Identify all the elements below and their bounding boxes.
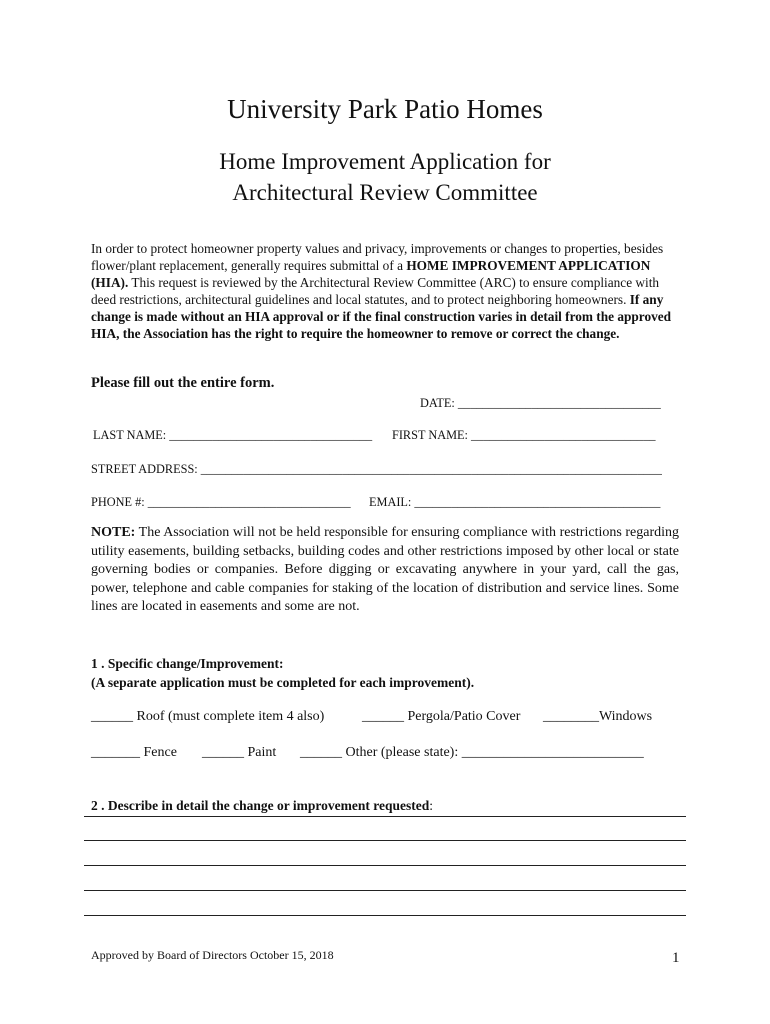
- section2-heading-text: 2 . Describe in detail the change or improvement requested: [91, 798, 430, 813]
- first-name-field[interactable]: FIRST NAME: ______________________________: [392, 428, 656, 442]
- fence-option[interactable]: _______ Fence: [91, 745, 177, 760]
- pergola-option[interactable]: ______ Pergola/Patio Cover: [362, 709, 521, 724]
- document-subtitle-line1: Home Improvement Application for: [219, 149, 551, 174]
- section1-heading: 1 . Specific change/Improvement:: [91, 656, 284, 671]
- document-title: University Park Patio Homes: [227, 94, 543, 124]
- intro-text-1: In order to protect homeowner property values and privacy, improvements or changes to properties, besides flower/plant replacement, generally requires submittal of a: [91, 241, 664, 273]
- description-line-1[interactable]: [84, 816, 686, 817]
- windows-option[interactable]: ________Windows: [543, 709, 653, 724]
- description-line-4[interactable]: [84, 890, 686, 891]
- page-number: 1: [672, 950, 680, 966]
- paint-option[interactable]: ______ Paint: [202, 745, 277, 760]
- note-text: The Association will not be held responsible for ensuring compliance with restrictions regarding utility easements, building setbacks, building codes and other restrictions imposed by other local or state governing bodies or companies. Before digging or excavating anywhere in your yard, call the gas, power, telephone and cable companies for staking of the location of distribution and service lines. Some lines are located in easements and some are not.: [91, 525, 679, 614]
- document-subtitle-line2: Architectural Review Committee: [232, 180, 538, 205]
- section1-subheading: (A separate application must be completed for each improvement).: [91, 675, 475, 690]
- description-line-3[interactable]: [84, 865, 686, 866]
- last-name-field[interactable]: LAST NAME: _________________________________: [93, 428, 373, 442]
- intro-text-2: This request is reviewed by the Architectural Review Committee (ARC) to ensure compliance with deed restrictions, architectural guidelines and local statutes, and to protect neighboring homeowners.: [91, 275, 660, 307]
- form-instruction: Please fill out the entire form.: [91, 375, 275, 391]
- phone-field[interactable]: PHONE #: _________________________________: [91, 495, 351, 509]
- intro-paragraph: [91, 240, 681, 342]
- intro-bold-1: HOME IMPROVEMENT APPLICATION (HIA).: [91, 258, 651, 290]
- other-option[interactable]: ______ Other (please state): __________________________: [300, 745, 644, 760]
- note-label: NOTE:: [91, 525, 136, 540]
- section2-heading-colon: :: [429, 798, 433, 813]
- roof-option[interactable]: ______ Roof (must complete item 4 also): [91, 709, 325, 724]
- description-line-5[interactable]: [84, 915, 686, 916]
- footer-approval: Approved by Board of Directors October 15, 2018: [91, 948, 334, 962]
- section2-heading: [91, 798, 433, 814]
- note-paragraph: [91, 524, 679, 617]
- intro-bold-2: If any change is made without an HIA approval or if the final construction varies in detail from the approved HIA, the Association has the right to require the homeowner to remove or correct the change.: [91, 292, 672, 341]
- street-address-field[interactable]: STREET ADDRESS: ___________________________________________________________________________: [91, 462, 662, 476]
- email-field[interactable]: EMAIL: ________________________________________: [369, 495, 661, 509]
- date-field[interactable]: DATE: _________________________________: [420, 396, 661, 410]
- description-line-2[interactable]: [84, 840, 686, 841]
